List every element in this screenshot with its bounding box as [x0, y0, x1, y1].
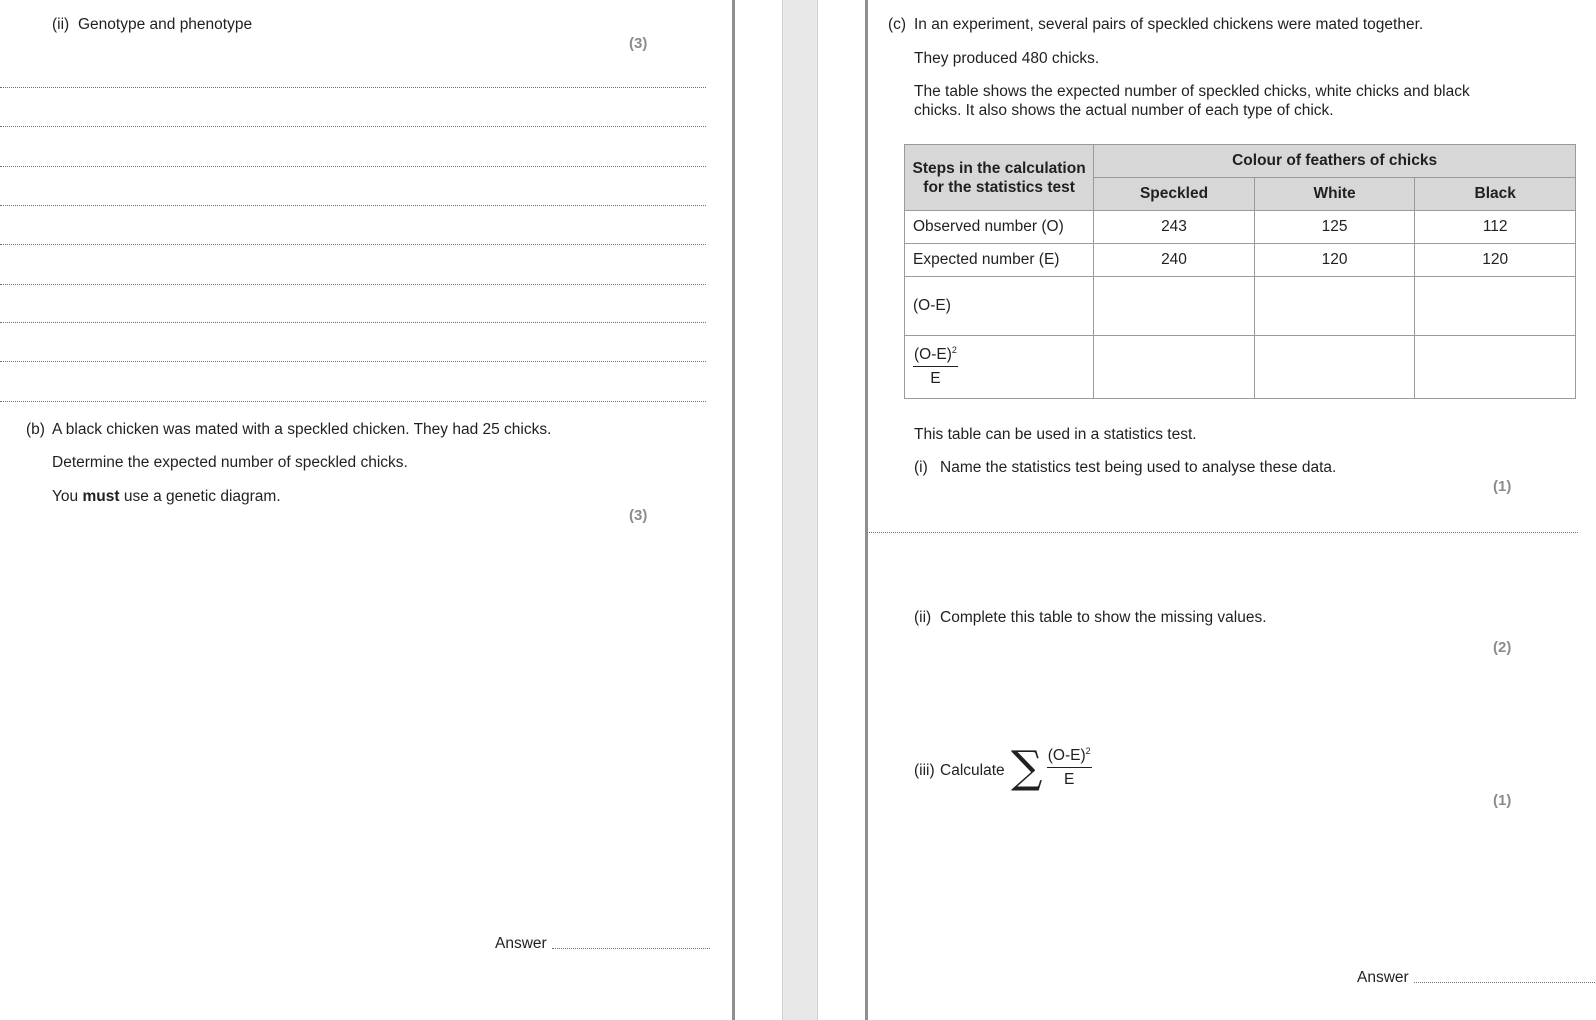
answer-label: Answer: [495, 935, 547, 952]
answer-line[interactable]: [0, 205, 706, 206]
requirement-emphasis: must: [82, 488, 120, 505]
column-header: White: [1254, 178, 1415, 211]
question-iii-number: (iii): [914, 762, 935, 779]
question-c-line4: chicks. It also shows the actual number of each type of chick.: [914, 102, 1334, 119]
answer-line[interactable]: [865, 532, 1578, 533]
table-row: [905, 277, 1576, 336]
question-i-number: (i): [914, 459, 928, 476]
row-label: Observed number (O): [905, 211, 1094, 244]
answer-cell[interactable]: [1094, 336, 1255, 399]
question-i-marks: (1): [1493, 478, 1512, 495]
fraction-denominator: E: [1064, 771, 1075, 788]
table-row: [905, 244, 1576, 277]
answer-line[interactable]: [0, 361, 706, 362]
answer-line[interactable]: [0, 126, 706, 127]
question-iii-marks: (1): [1493, 792, 1512, 809]
left-page: [0, 0, 735, 1020]
table-row: [905, 336, 1576, 399]
question-ii-number: (ii): [914, 609, 932, 626]
answer-line[interactable]: [0, 166, 706, 167]
table-cell: 120: [1254, 244, 1415, 277]
question-b-number: (b): [26, 421, 45, 438]
answer-line[interactable]: [0, 401, 706, 402]
question-i-text: Name the statistics test being used to analyse these data.: [940, 459, 1337, 476]
requirement-text: You: [52, 488, 83, 505]
right-page: [865, 0, 1596, 1020]
question-c-number: (c): [888, 16, 907, 33]
answer-field[interactable]: [552, 948, 710, 949]
row-label: Expected number (E): [905, 244, 1094, 277]
table-cell: 125: [1254, 211, 1415, 244]
row-label: (O-E): [905, 277, 1094, 336]
table-cell: 240: [1094, 244, 1255, 277]
column-header: Speckled: [1094, 178, 1255, 211]
table-cell: 243: [1094, 211, 1255, 244]
question-iii-text: Calculate: [940, 762, 1005, 779]
sigma-symbol: ∑: [1011, 742, 1043, 793]
fraction-exponent: 2: [951, 344, 957, 355]
fraction-numerator: (O-E): [914, 346, 952, 363]
statistics-table: [904, 144, 1576, 399]
steps-header: [905, 145, 1094, 211]
gutter-strip: [782, 0, 818, 1020]
fraction-numerator: (O-E): [1047, 747, 1086, 764]
table-note: This table can be used in a statistics test.: [914, 426, 1197, 443]
fraction-label: [913, 346, 958, 388]
answer-cell[interactable]: [1094, 277, 1255, 336]
question-ii-number: (ii): [52, 16, 70, 33]
question-b-text: A black chicken was mated with a speckled chicken. They had 25 chicks.: [52, 421, 552, 438]
fraction-exponent: 2: [1085, 745, 1091, 756]
colour-group-header: Colour of feathers of chicks: [1094, 145, 1576, 178]
answer-label: Answer: [1357, 969, 1409, 986]
steps-header-line1: Steps in the calculation: [912, 159, 1086, 177]
table-row: [905, 211, 1576, 244]
answer-cell[interactable]: [1254, 336, 1415, 399]
formula-fraction: [1047, 747, 1092, 789]
question-ii-marks: (2): [1493, 639, 1512, 656]
answer-field[interactable]: [1414, 982, 1596, 983]
answer-line[interactable]: [0, 284, 706, 285]
answer-line[interactable]: [0, 244, 706, 245]
answer-cell[interactable]: [1415, 336, 1576, 399]
row-label: [905, 336, 1094, 399]
column-header: Black: [1415, 178, 1576, 211]
table-cell: 112: [1415, 211, 1576, 244]
question-ii-text: Complete this table to show the missing values.: [940, 609, 1267, 626]
table-cell: 120: [1415, 244, 1576, 277]
requirement-text: use a genetic diagram.: [119, 488, 281, 505]
question-ii-text: Genotype and phenotype: [78, 16, 253, 33]
answer-cell[interactable]: [1415, 277, 1576, 336]
question-b-instruction: Determine the expected number of speckled chicks.: [52, 454, 408, 471]
question-b-requirement: [52, 487, 281, 506]
fraction-denominator: E: [930, 370, 941, 387]
steps-header-line2: for the statistics test: [923, 178, 1075, 196]
answer-line[interactable]: [0, 87, 706, 88]
page-gutter: [735, 0, 865, 1020]
question-c-line3: The table shows the expected number of speckled chicks, white chicks and black: [914, 83, 1470, 100]
question-ii-marks: (3): [629, 35, 648, 52]
sum-formula: [1011, 742, 1092, 793]
question-c-text: In an experiment, several pairs of speckled chickens were mated together.: [914, 16, 1424, 33]
question-c-line2: They produced 480 chicks.: [914, 50, 1100, 67]
answer-line[interactable]: [0, 322, 706, 323]
answer-cell[interactable]: [1254, 277, 1415, 336]
question-b-marks: (3): [629, 507, 648, 524]
